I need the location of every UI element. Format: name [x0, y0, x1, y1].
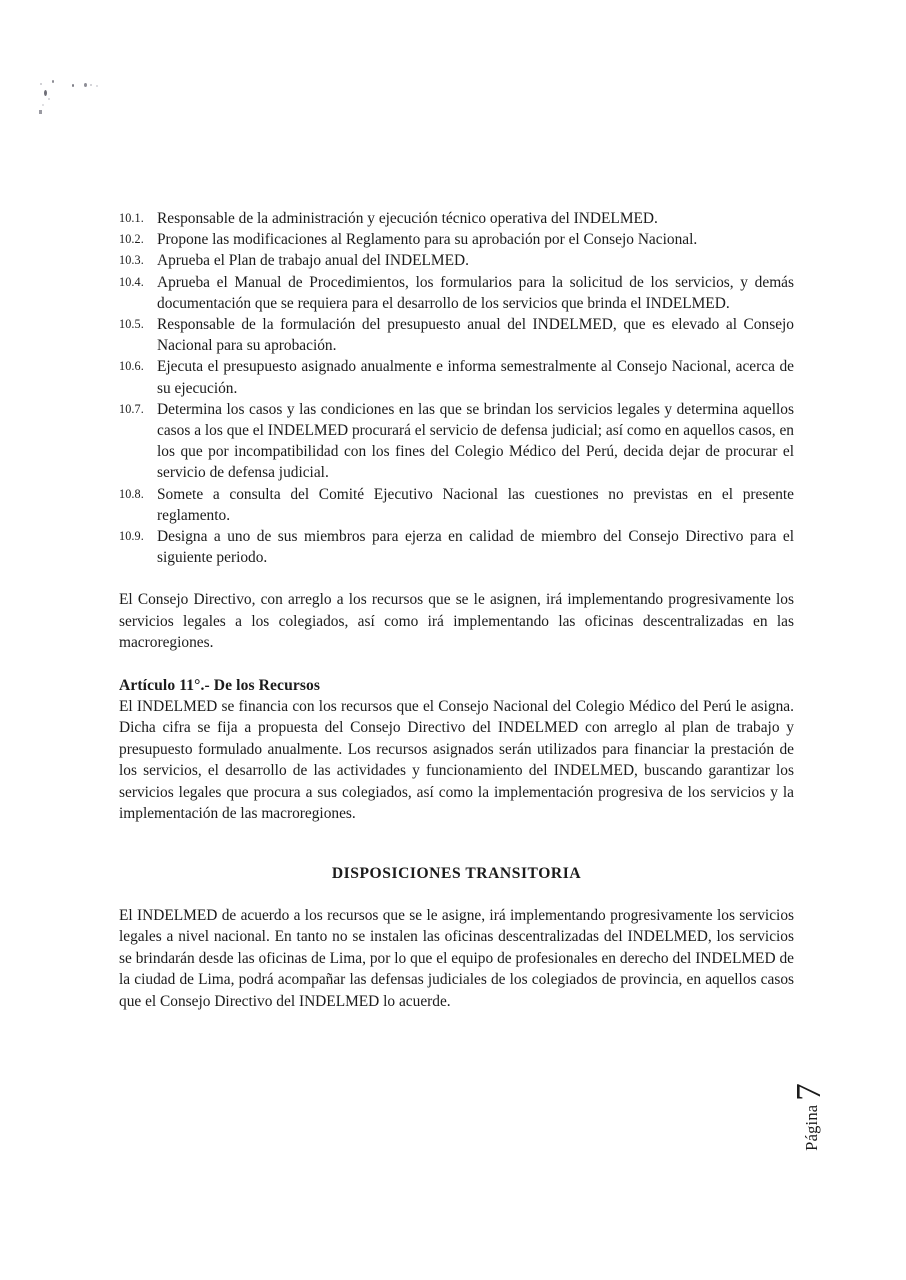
list-item-marker: 10.2. [119, 232, 144, 247]
list-item [119, 484, 794, 526]
scan-speck [39, 110, 42, 114]
list-item-marker: 10.7. [119, 401, 144, 416]
list-item-text: Aprueba el Plan de trabajo anual del INDELMED. [157, 252, 469, 270]
list-item [119, 399, 794, 484]
page-body [119, 208, 794, 1012]
list-item-text: Ejecuta el presupuesto asignado anualmente e informa semestralmente al Consejo Nacional, acerca de su ejecución. [157, 358, 794, 397]
page-number-label: Página [802, 1104, 821, 1151]
scan-artifact-speckles [0, 0, 160, 140]
spacer [119, 654, 794, 675]
list-item-text: Responsable de la formulación del presupuesto anual del INDELMED, que es elevado al Consejo Nacional para su aprobación. [157, 316, 794, 355]
scan-speck [42, 104, 44, 106]
list-item-text: Determina los casos y las condiciones en las que se brindan los servicios legales y determina aquellos casos a los que el INDELMED procurará el servicio de defensa judicial; así como en aquellos casos, en los que por incompatibilidad con los fines del Colegio Médico del Perú, decida dejar de procurar el servicio de defensa judicial. [157, 400, 794, 482]
list-item [119, 314, 794, 356]
paragraph-articulo-11-body: El INDELMED se financia con los recursos que el Consejo Nacional del Colegio Médico del Perú le asigna. Dicha cifra se fija a propuesta del Consejo Directivo del INDELMED con arreglo al plan de trabajo y presupuesto formulado anualmente. Los recursos asignados serán utilizados para financiar la prestación de los servicios, el desarrollo de las actividades y funcionamiento del INDELMED, buscando garantizar los servicios legales que procura a sus colegiados, así como la implementación progresiva de los servicios y la implementación de las macroregiones. [119, 698, 794, 823]
list-item [119, 250, 794, 271]
scan-speck [96, 85, 98, 87]
list-item-text: Responsable de la administración y ejecución técnico operativa del INDELMED. [157, 210, 658, 227]
list-item [119, 229, 794, 250]
scan-speck [44, 90, 47, 96]
list-item-text: Somete a consulta del Comité Ejecutivo Nacional las cuestiones no previstas en el presente reglamento. [157, 485, 794, 524]
scan-speck [48, 98, 50, 100]
list-item [119, 526, 794, 568]
numbered-list-article-10 [119, 208, 794, 568]
scan-speck [52, 80, 54, 83]
scan-speck [72, 84, 74, 87]
list-item [119, 356, 794, 398]
paragraph-disposiciones-body: El INDELMED de acuerdo a los recursos que se le asigne, irá implementando progresivamente los servicios legales a nivel nacional. En tanto no se instalen las oficinas descentralizadas del INDELMED, los servicios se brindarán desde las oficinas de Lima, por lo que el equipo de profesionales en derecho del INDELMED de la ciudad de Lima, podrá acompañar las defensas judiciales de los colegiados de provincia, en aquellos casos que el Consejo Directivo del INDELMED lo acuerde. [119, 906, 794, 1010]
heading-disposiciones-transitoria: DISPOSICIONES TRANSITORIA [331, 864, 582, 882]
spacer [119, 884, 794, 905]
list-item-marker: 10.5. [119, 317, 144, 332]
list-item-marker: 10.6. [119, 359, 144, 374]
list-item-marker: 10.3. [119, 253, 144, 268]
list-item-marker: 10.4. [119, 274, 144, 289]
list-item [119, 272, 794, 314]
scan-speck [40, 83, 42, 85]
list-item [119, 208, 794, 229]
page-number-footer [788, 1062, 898, 1172]
spacer [119, 568, 794, 589]
scan-speck [90, 84, 92, 86]
spacer [119, 851, 794, 863]
spacer [119, 825, 794, 851]
heading-articulo-11: Artículo 11°.- De los Recursos [119, 676, 321, 694]
list-item-marker: 10.9. [119, 529, 144, 544]
paragraph-consejo-directivo: El Consejo Directivo, con arreglo a los recursos que se le asignen, irá implementando progresivamente los servicios legales a los colegiados, así como irá implementando las oficinas descentralizadas en las macroregiones. [119, 591, 794, 652]
list-item-text: Designa a uno de sus miembros para ejerza en calidad de miembro del Consejo Directivo para el siguiente periodo. [157, 528, 794, 567]
list-item-marker: 10.8. [119, 486, 144, 501]
scan-speck [84, 83, 87, 87]
list-item-text: Propone las modificaciones al Reglamento para su aprobación por el Consejo Nacional. [157, 231, 698, 249]
page-number-value: 7 [789, 1083, 828, 1101]
list-item-text: Aprueba el Manual de Procedimientos, los formularios para la solicitud de los servicios, y demás documentación que se requiera para el desarrollo de los servicios que brinda el INDELMED. [157, 273, 794, 312]
list-item-marker: 10.1. [119, 211, 144, 225]
